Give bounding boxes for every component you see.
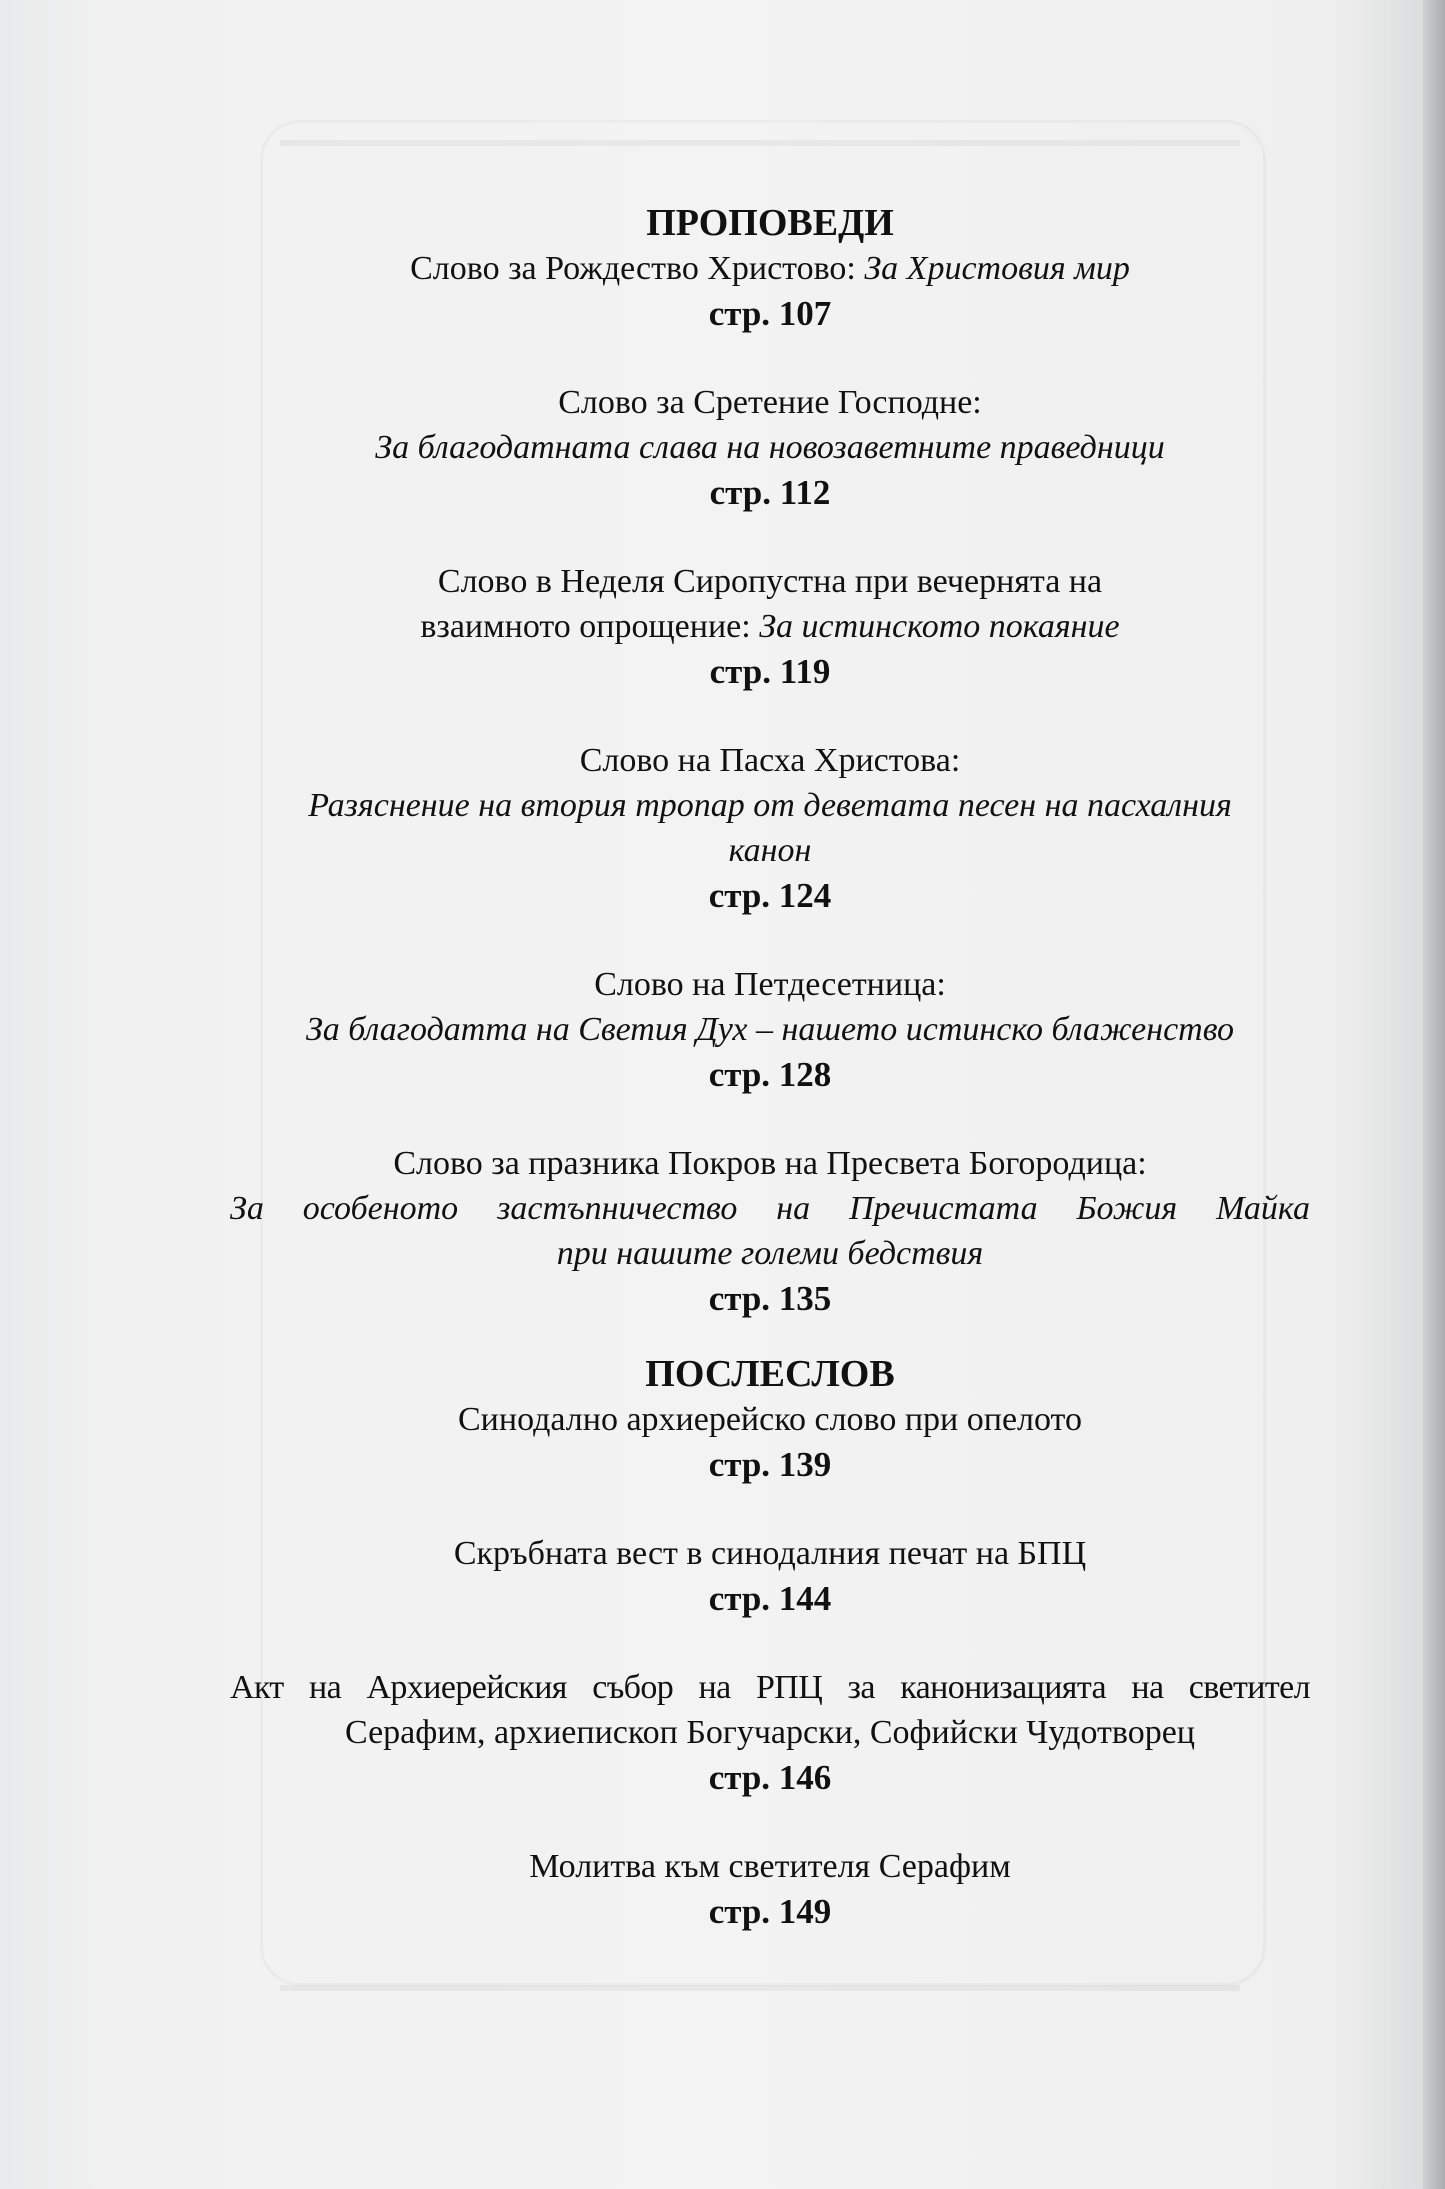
entry-title: Слово на Петдесетница: (594, 966, 946, 1003)
toc-entry (230, 962, 1310, 1097)
toc-entry (230, 1141, 1310, 1321)
entry-title: Слово за Сретение Господне: (558, 384, 982, 421)
page-edge (1423, 0, 1445, 2189)
table-of-contents (230, 200, 1310, 1978)
entry-subtitle: За благодатта на Светия Дух – нашето истинско блаженство (305, 1011, 1235, 1048)
entry-title: Акт на Архиерейския събор на РПЦ за канонизацията на светител (230, 1669, 1310, 1706)
entry-subtitle: За истинското покаяние (759, 608, 1120, 645)
entry-subtitle-cont: при нашите големи бедствия (556, 1235, 984, 1272)
entry-subtitle: Разяснение на втория тропар от деветата песен на пасхалния (308, 787, 1232, 824)
entry-title: Слово за празника Покров на Пресвета Богородица: (393, 1145, 1147, 1182)
page-number: стр. 144 (708, 1579, 832, 1618)
entry-subtitle: За Христовия мир (864, 250, 1130, 287)
entry-title: Слово на Пасха Христова: (579, 742, 961, 779)
toc-entry (230, 246, 1310, 336)
page-number: стр. 139 (708, 1445, 832, 1484)
section-title: ПОСЛЕСЛОВ (645, 1353, 895, 1395)
entry-subtitle: За особеното застъпничество на Пречистата Божия Майка (230, 1190, 1310, 1227)
toc-entry (230, 1397, 1310, 1487)
section-title: ПРОПОВЕДИ (646, 202, 894, 244)
entry-title: Слово в Неделя Сиропустна при вечернята на (437, 563, 1103, 600)
section-afterword (230, 1351, 1310, 1934)
show-through-ornament-bottom (280, 1985, 1240, 1991)
entry-title: Молитва към светителя Серафим (529, 1848, 1011, 1885)
page-number: стр. 112 (709, 473, 831, 512)
page-number: стр. 146 (708, 1758, 832, 1797)
toc-entry (230, 1665, 1310, 1800)
toc-entry (230, 1844, 1310, 1934)
page-number: стр. 135 (708, 1279, 832, 1318)
page-number: стр. 107 (708, 294, 832, 333)
section-sermons (230, 200, 1310, 1321)
page-number: стр. 128 (708, 1055, 832, 1094)
entry-subtitle: За благодатната слава на новозаветните праведници (375, 429, 1165, 466)
toc-entry (230, 380, 1310, 515)
entry-subtitle-cont: канон (728, 832, 812, 869)
show-through-ornament-top (280, 140, 1240, 146)
entry-title: Синодално архиерейско слово при опелото (458, 1401, 1082, 1438)
toc-entry (230, 738, 1310, 918)
page-number: стр. 149 (708, 1892, 832, 1931)
entry-title: Скръбната вест в синодалния печат на БПЦ (453, 1535, 1087, 1572)
entry-title-cont: взаимното опрощение: (420, 608, 760, 645)
page-number: стр. 124 (708, 876, 832, 915)
toc-entry (230, 559, 1310, 694)
page-number: стр. 119 (709, 652, 831, 691)
entry-title-cont: Серафим, архиепископ Богучарски, Софийски Чудотворец (345, 1714, 1195, 1751)
entry-title: Слово за Рождество Христово: (410, 250, 865, 287)
toc-entry (230, 1531, 1310, 1621)
